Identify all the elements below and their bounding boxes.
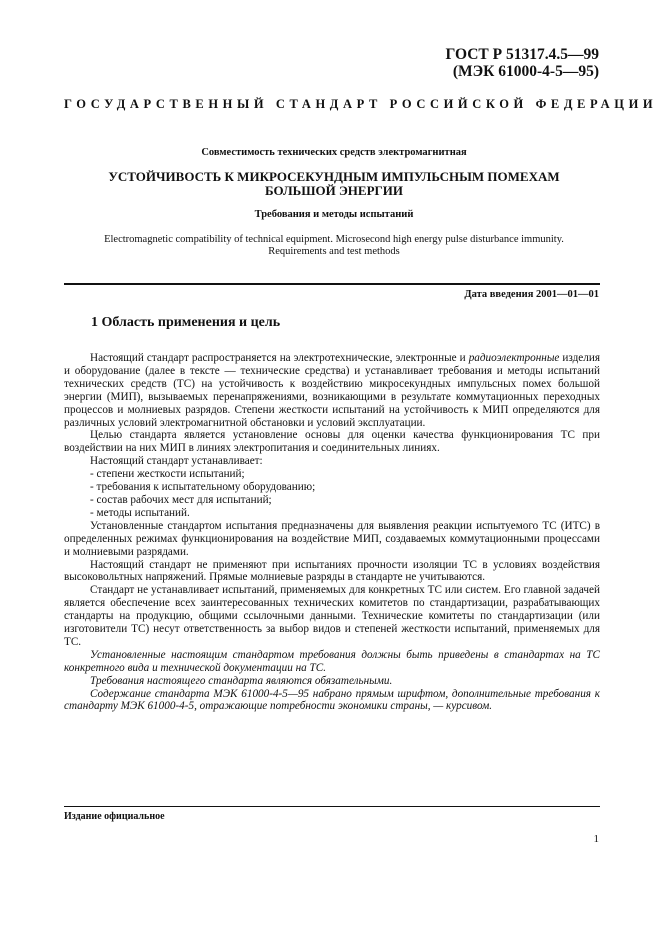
list-item: - степени жесткости испытаний; bbox=[90, 468, 245, 481]
english-title bbox=[64, 234, 604, 258]
paragraph: Установленные стандартом испытания предназначены для выявления реакции испытуемого ТС (ИТС) в определенных режимах функционирования на воздействие МИП, создаваемых коммутационными процессами и молниевыми разрядами. bbox=[64, 519, 600, 558]
italic-text: радиоэлектронные bbox=[468, 352, 560, 364]
main-title-line: УСТОЙЧИВОСТЬ К МИКРОСЕКУНДНЫМ ИМПУЛЬСНЫМ ПОМЕХАМ bbox=[108, 169, 560, 184]
paragraph: Настоящий стандарт не применяют при испытаниях прочности изоляции ТС в условиях воздействия высоковольтных напряжений. Прямые молниевые разряды в стандарте не учитываются. bbox=[64, 558, 600, 584]
list-item: - состав рабочих мест для испытаний; bbox=[90, 493, 272, 506]
section-heading: 1 Область применения и цель bbox=[91, 315, 281, 330]
paragraph-text: изделия и оборудование (далее в тексте — технические средства) и устанавливает требования и методы испытаний технических средств (ТС) на устойчивость к воздействию микросекундных импульсных помех большой энергии (МИП), вызываемых перенапряжениями, возникающими в результате коммутационных переходных процессов и молниевых разрядов. Степени жесткости испытаний на устойчивость к МИП определяются для различных условий электромагнитной обстановки и условий эксплуатации. bbox=[64, 352, 600, 429]
paragraph: Целью стандарта является установление основы для оценки качества функционирования ТС при воздействии на них МИП в линиях электропитания и соединительных линиях. bbox=[64, 429, 600, 455]
paragraph: Стандарт не устанавливает испытаний, применяемых для конкретных ТС или систем. Его главной задачей является обеспечение всех заинтересованных технических комитетов по стандартизации, разрабатывающих стандарты на продукцию, общими ссылочными данными. Технические комитеты по стандартизации (или изготовители ТС) несут ответственность за выбор видов и степеней жесткости испытаний, применяемых для ТС. bbox=[64, 584, 600, 648]
paragraph bbox=[64, 352, 600, 429]
iec-code: (МЭК 61000-4-5—95) bbox=[452, 63, 599, 80]
english-title-line: Requirements and test methods bbox=[268, 246, 400, 257]
page-number: 1 bbox=[593, 833, 599, 845]
header-divider bbox=[64, 283, 600, 285]
subtitle: Требования и методы испытаний bbox=[254, 209, 414, 220]
introduction-date: Дата введения 2001—01—01 bbox=[464, 289, 599, 300]
list-item: - требования к испытательному оборудованию; bbox=[90, 481, 316, 494]
main-title-line: БОЛЬШОЙ ЭНЕРГИИ bbox=[264, 183, 404, 198]
italic-paragraph: Требования настоящего стандарта являются обязательными. bbox=[90, 674, 393, 687]
subject-title: Совместимость технических средств электромагнитная bbox=[201, 147, 467, 158]
paragraph: Настоящий стандарт устанавливает: bbox=[90, 455, 263, 468]
main-title bbox=[64, 170, 604, 198]
standard-code: ГОСТ Р 51317.4.5—99 bbox=[445, 46, 599, 63]
italic-paragraph: Содержание стандарта МЭК 61000-4-5—95 набрано прямым шрифтом, дополнительные требования к стандарту МЭК 61000-4-5, отражающие потребности экономики страны, — курсивом. bbox=[64, 687, 600, 713]
official-edition-label: Издание официальное bbox=[64, 811, 165, 822]
list-item: - методы испытаний. bbox=[90, 506, 190, 519]
italic-paragraph: Установленные настоящим стандартом требования должны быть приведены в стандартах на ТС конкретного вида и технической документации на ТС. bbox=[64, 648, 600, 674]
paragraph-text: Настоящий стандарт распространяется на электротехнические, электронные и bbox=[90, 352, 469, 364]
footer-divider bbox=[64, 806, 600, 807]
state-standard-title: ГОСУДАРСТВЕННЫЙ СТАНДАРТ РОССИЙСКОЙ ФЕДЕРАЦИИ bbox=[64, 97, 658, 111]
section-body bbox=[64, 352, 600, 713]
standard-code-block bbox=[446, 46, 599, 80]
english-title-line: Electromagnetic compatibility of technical equipment. Microsecond high energy pulse disturbance immunity. bbox=[104, 234, 564, 245]
